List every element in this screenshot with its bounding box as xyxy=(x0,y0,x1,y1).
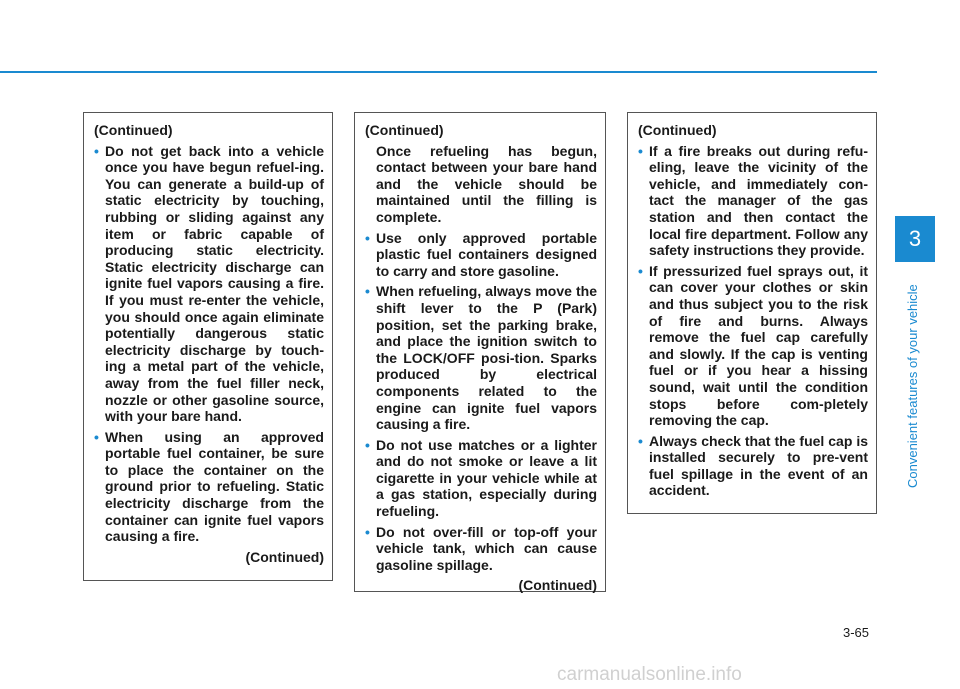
warning-text: Always check that the fuel cap is installed securely to pre-vent fuel spillage in the event of an accident. xyxy=(649,432,868,499)
bullet-icon: • xyxy=(94,428,99,445)
bullet-icon: • xyxy=(365,523,370,540)
warning-text: Do not over-fill or top-off your vehicle tank, which can cause gasoline spillage. xyxy=(376,523,597,573)
warning-text: Do not use matches or a lighter and do not smoke or leave a lit cigarette in your vehicle while at a gas station, especially during refueling. xyxy=(376,436,597,520)
warning-text: Do not get back into a vehicle once you have begun refuel-ing. You can generate a build-up of static electricity by touching, rubbing or sliding against any item or fabric capable of producing static electricity. Static electricity discharge can ignite fuel vapors causing a fire. If you must re-enter the vehicle, you should once again eliminate potentially dangerous static electricity discharge by touch-ing a metal part of the vehicle, away from the fuel filler neck, nozzle or other gasoline source, with your bare hand. xyxy=(105,142,324,425)
warning-item xyxy=(638,143,868,259)
continued-label: (Continued) xyxy=(94,122,173,138)
header-rule xyxy=(0,71,877,73)
bullet-icon: • xyxy=(365,283,370,300)
continued-label: (Continued) xyxy=(245,548,324,565)
bullet-icon: • xyxy=(94,142,99,159)
warning-item xyxy=(94,429,324,545)
bullet-icon: • xyxy=(365,436,370,453)
continued-label: (Continued) xyxy=(638,122,717,138)
warning-text: If pressurized fuel sprays out, it can cover your clothes or skin and thus subject you to the risk of fire and burns. Always remove the fuel cap carefully and slowly. If the cap is venting fuel or if you hear a hissing sound, wait until the condition stops before com-pletely removing the cap. xyxy=(649,262,868,429)
continued-label: (Continued) xyxy=(365,122,444,138)
bullet-icon: • xyxy=(638,432,643,449)
chapter-tab: 3 xyxy=(895,216,935,262)
warning-box-2 xyxy=(354,112,606,592)
warning-item xyxy=(638,263,868,429)
page-number: 3-65 xyxy=(843,625,870,640)
warning-item xyxy=(638,433,868,499)
warning-box-3 xyxy=(627,112,877,514)
bullet-icon: • xyxy=(638,142,643,159)
warning-text: Use only approved portable plastic fuel containers designed to carry and store gasoline. xyxy=(376,229,597,279)
warning-item xyxy=(365,230,597,280)
warning-item xyxy=(365,524,597,574)
continued-label: (Continued) xyxy=(518,577,597,594)
warning-item xyxy=(365,283,597,432)
bullet-icon: • xyxy=(365,229,370,246)
warning-text: Once refueling has begun, contact between your bare hand and the vehicle should be maintained until the filling is complete. xyxy=(376,142,597,225)
warning-text: If a fire breaks out during refu-eling, leave the vicinity of the vehicle, and immediately con-tact the manager of the gas station and then contact the local fire department. Follow any safety instructions they provide. xyxy=(649,142,868,259)
warning-text: When using an approved portable fuel container, be sure to place the container on the ground prior to refueling. Static electricity discharge from the container can ignite fuel vapors causing a fire. xyxy=(105,428,324,545)
warning-text: When refueling, always move the shift lever to the P (Park) position, set the parking brake, and place the ignition switch to the LOCK/OFF posi-tion. Sparks produced by electrical components related to the engine can ignite fuel vapors causing a fire. xyxy=(376,283,597,433)
bullet-icon: • xyxy=(638,262,643,279)
warning-item xyxy=(365,437,597,520)
warning-item xyxy=(94,143,324,425)
watermark: carmanualsonline.info xyxy=(557,664,742,685)
chapter-title: Convenient features of your vehicle xyxy=(905,284,920,488)
warning-box-1 xyxy=(83,112,333,581)
